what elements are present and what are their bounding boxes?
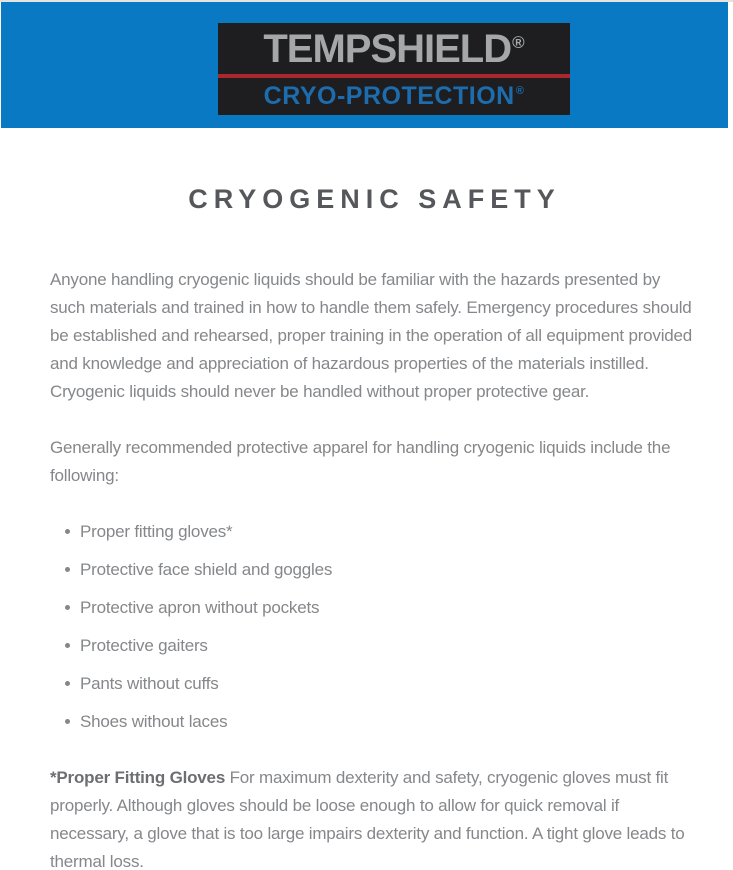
logo-tagline-row: CRYO-PROTECTION ® [263, 82, 525, 110]
gloves-note-paragraph [50, 764, 693, 870]
list-item: Proper fitting gloves* [50, 518, 693, 546]
gloves-note-lead: *Proper Fitting Gloves [50, 768, 226, 787]
page-title: CRYOGENIC SAFETY [188, 184, 561, 214]
logo-tagline-text: CRYO-PROTECTION [263, 82, 515, 110]
list-item: Protective apron without pockets [50, 594, 693, 622]
main-content [0, 184, 733, 870]
apparel-list [50, 518, 693, 736]
intro-paragraph: Anyone handling cryogenic liquids should be familiar with the hazards presented by such materials and trained in how to handle them safely. Emergency procedures should be established and rehearsed, proper training in the operation of all equipment provided and knowledge and appreciation of hazardous properties of the materials instilled. Cryogenic liquids should never be handled without proper protective gear. [50, 270, 693, 401]
list-item: Protective face shield and goggles [50, 556, 693, 584]
logo-brand-row: TEMPSHIELD ® [263, 26, 525, 71]
list-item: Shoes without laces [50, 708, 693, 736]
header-band [1, 2, 728, 128]
list-item: Pants without cuffs [50, 670, 693, 698]
list-item: Protective gaiters [50, 632, 693, 660]
logo-brand-text: TEMPSHIELD [263, 26, 512, 71]
gloves-note-body: For maximum dexterity and safety, cryogenic gloves must fit properly. Although gloves should be loose enough to allow for quick removal if necessary, a glove that is too large impairs dexterity and function. A tight glove leads to thermal loss. [50, 768, 685, 870]
apparel-intro-paragraph: Generally recommended protective apparel for handling cryogenic liquids include the following: [50, 438, 671, 485]
tempshield-logo [218, 23, 570, 115]
